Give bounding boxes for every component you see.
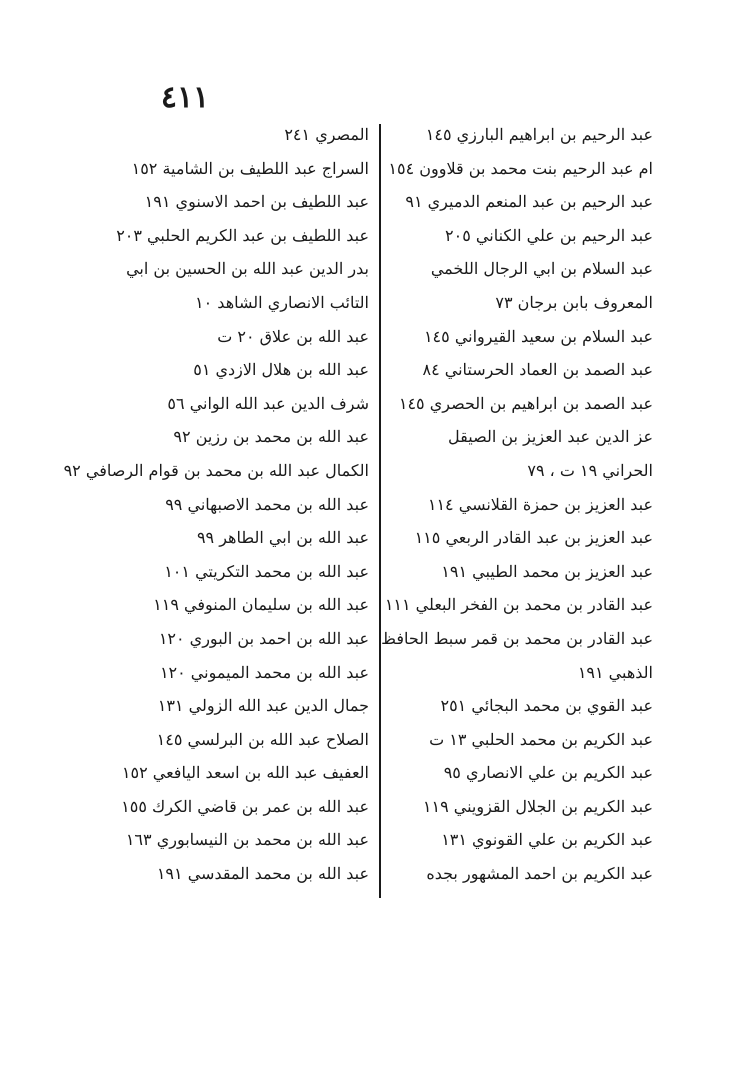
index-entry: الحراني ١٩ ت ، ٧٩ [527, 460, 653, 480]
left-column [63, 118, 375, 891]
index-entry: عبد الكريم بن علي القونوي ١٣١ [441, 830, 653, 850]
index-entry: عبد الله بن ابي الطاهر ٩٩ [196, 528, 369, 548]
index-entry: عز الدين عبد العزيز بن الصيقل [448, 427, 653, 447]
index-entry: عبد السلام بن سعيد القيرواني ١٤٥ [423, 326, 653, 346]
index-entry: الذهبي ١٩١ [577, 662, 653, 682]
column-divider [379, 124, 381, 898]
index-entry: عبد الله بن هلال الازدي ٥١ [193, 360, 369, 380]
index-entry: الكمال عبد الله بن محمد بن قوام الرصافي ٩٢ [63, 460, 369, 480]
index-entry: عبد الرحيم بن عبد المنعم الدميري ٩١ [405, 192, 653, 212]
index-entry: عبد الكريم بن احمد المشهور بجده [426, 864, 653, 884]
index-entry: عبد الرحيم بن علي الكناني ٢٠٥ [445, 225, 653, 245]
index-entry: عبد الله بن محمد الميموني ١٢٠ [159, 662, 369, 682]
index-entry: عبد الكريم بن الجلال القزويني ١١٩ [422, 796, 653, 816]
index-entry: التائب الانصاري الشاهد ١٠ [195, 292, 369, 312]
index-entry: جمال الدين عبد الله الزولي ١٣١ [157, 696, 369, 716]
page-number: ٤١١ [160, 80, 210, 115]
index-entry: عبد الله بن عمر بن قاضي الكرك ١٥٥ [121, 796, 369, 816]
index-entry: عبد اللطيف بن احمد الاسنوي ١٩١ [144, 192, 369, 212]
index-entry: المعروف بابن برجان ٧٣ [495, 292, 653, 312]
index-entry: ام عبد الرحيم بنت محمد بن قلاوون ١٥٤ [388, 158, 653, 178]
index-entry: عبد العزيز بن عبد القادر الربعي ١١٥ [414, 528, 653, 548]
index-entry: الصلاح عبد الله بن البرلسي ١٤٥ [156, 729, 369, 749]
index-entry: العفيف عبد الله بن اسعد اليافعي ١٥٢ [121, 763, 369, 783]
index-entry: عبد الكريم بن محمد الحلبي ١٣ ت [429, 729, 653, 749]
index-entry: بدر الدين عبد الله بن الحسين بن ابي [126, 259, 369, 279]
index-entry: عبد الله بن محمد التكريتي ١٠١ [164, 561, 369, 581]
index-entry: عبد الله بن علاق ٢٠ ت [217, 326, 369, 346]
index-entry: عبد العزيز بن محمد الطيبي ١٩١ [441, 561, 653, 581]
index-entry: عبد القادر بن محمد بن الفخر البعلي ١١١ [384, 595, 653, 615]
index-entry: عبد الرحيم بن ابراهيم البارزي ١٤٥ [425, 125, 653, 144]
index-entry: عبد الله بن محمد الاصبهاني ٩٩ [165, 494, 369, 514]
index-entry: عبد الصمد بن ابراهيم بن الحصري ١٤٥ [398, 393, 653, 413]
index-entry: عبد الكريم بن علي الانصاري ٩٥ [443, 763, 653, 783]
index-entry: السراج عبد اللطيف بن الشامية ١٥٢ [131, 158, 369, 178]
index-entry: عبد القوي بن محمد البجائي ٢٥١ [440, 696, 653, 716]
index-entry: عبد الله بن سليمان المنوفي ١١٩ [153, 595, 369, 615]
index-entry: عبد الله بن محمد المقدسي ١٩١ [156, 864, 369, 884]
index-entry: عبد الصمد بن العماد الحرستاني ٨٤ [422, 360, 653, 380]
index-entry: شرف الدين عبد الله الواني ٥٦ [167, 393, 369, 413]
index-entry: عبد الله بن احمد بن البوري ١٢٠ [158, 628, 369, 648]
index-entry: عبد القادر بن محمد بن قمر سبط الحافظ [381, 628, 653, 648]
index-entry: عبد اللطيف بن عبد الكريم الحلبي ٢٠٣ [116, 225, 369, 245]
index-entry: عبد السلام بن ابي الرجال اللخمي [430, 259, 653, 279]
index-entry: عبد العزيز بن حمزة القلانسي ١١٤ [427, 494, 653, 514]
right-column [381, 118, 655, 891]
index-entry: المصري ٢٤١ [284, 125, 369, 144]
index-entry: عبد الله بن محمد بن رزين ٩٢ [173, 427, 369, 447]
index-entry: عبد الله بن محمد بن النيسابوري ١٦٣ [125, 830, 369, 850]
index-page [63, 118, 655, 898]
